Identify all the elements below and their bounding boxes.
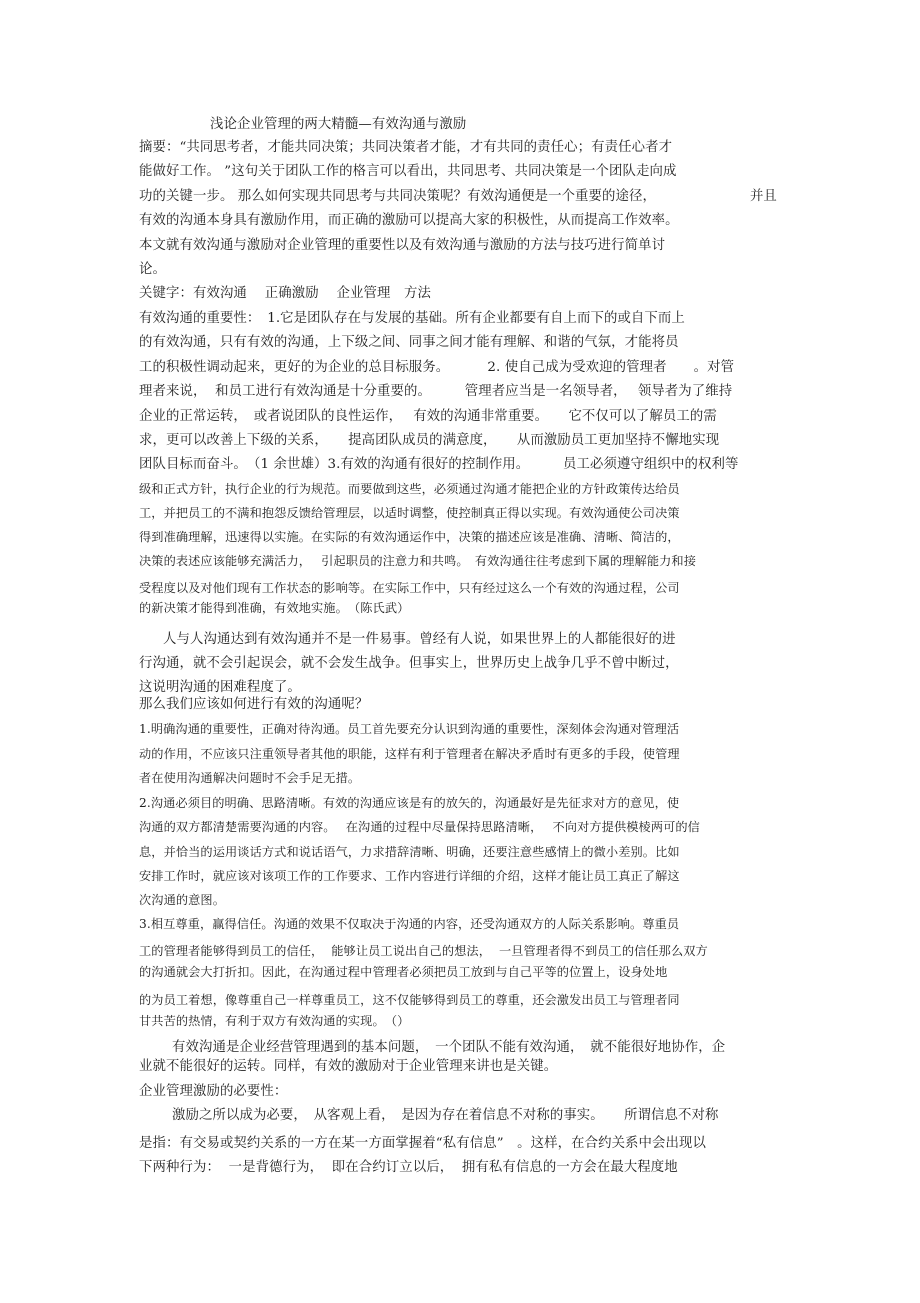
body-line: 决策的表述应该能够充满活力， 引起职员的注意力和共鸣。 有效沟通往往考虑到下属的理解能力和接 [139, 554, 696, 568]
body-line: 得到准确理解，迅速得以实施。在实际的有效沟通运作中，决策的描述应该是准确、清晰、简洁的， [139, 530, 680, 544]
body-line: 3.相互尊重，赢得信任。沟通的效果不仅取决于沟通的内容，还受沟通双方的人际关系影响。尊重员 [139, 917, 680, 931]
body-line: 团队目标而奋斗。 （1 余世雄）3.有效的沟通有很好的控制作用。 员工必须遵守组织中的权利等 [139, 457, 739, 472]
body-line: 激励之所以成为必要， 从客观上看， 是因为存在着信息不对称的事实。 所谓信息不对称 [172, 1108, 719, 1123]
body-line: 有效沟通是企业经营管理遇到的基本问题， 一个团队不能有效沟通， 就不能很好地协作，企 [172, 1040, 726, 1055]
body-line: 理者来说， 和员工进行有效沟通是十分重要的。 管理者应当是一名领导者， 领导者为了维持 [139, 384, 733, 399]
body-line: 级和正式方针，执行企业的行为规范。而要做到这些，必须通过沟通才能把企业的方针政策传达给员 [139, 482, 680, 496]
abstract-line: 能做好工作。 ”这句关于团队工作的格言可以看出，共同思考、共同决策是一个团队走向成 [139, 164, 677, 179]
body-line: 息，并恰当的运用谈话方式和说话语气，力求措辞清晰、明确，还要注意些感情上的微小差别。比如 [139, 845, 680, 859]
body-line: 工的积极性调动起来，更好的为企业的总目标服务。 2. 使自己成为受欢迎的管理者 。对管 [139, 360, 735, 375]
body-line: 求，更可以改善上下级的关系， 提高团队成员的满意度， 从而激励员工更加坚持不懈地实现 [139, 433, 720, 448]
body-line: 人与人沟通达到有效沟通并不是一件易事。曾经有人说，如果世界上的人都能很好的进 [163, 632, 676, 647]
body-line: 次沟通的意图。 [139, 893, 226, 907]
body-line: 安排工作时，就应该对该项工作的工作要求、工作内容进行详细的介绍，这样才能让员工真正了解这 [139, 869, 680, 883]
body-line: 沟通的双方都清楚需要沟通的内容。 在沟通的过程中尽量保持思路清晰， 不向对方提供模棱两可的信 [139, 820, 700, 834]
body-line: 工，并把员工的不满和抱怨反馈给管理层，以适时调整，使控制真正得以实现。有效沟通使公司决策 [139, 506, 680, 520]
body-line: 有效沟通的重要性： 1.它是团队存在与发展的基础。所有企业都要有自上而下的或自下而上 [139, 311, 685, 326]
body-line: 工的管理者能够得到员工的信任， 能够让员工说出自己的想法， 一旦管理者得不到员工的信任那么双方 [139, 944, 708, 958]
body-line: 受程度以及对他们现有工作状态的影响等。在实际工作中，只有经过这么一个有效的沟通过程，公司 [139, 581, 680, 595]
body-line: 这说明沟通的困难程度了。 [139, 680, 301, 695]
body-line: 企业的正常运转， 或者说团队的良性运作， 有效的沟通非常重要。 它不仅可以了解员工的需 [139, 409, 717, 424]
body-line: 甘共苦的热情，有利于双方有效沟通的实现。 （） [139, 1014, 410, 1028]
abstract-line: 本文就有效沟通与激励对企业管理的重要性以及有效沟通与激励的方法与技巧进行简单讨 [139, 238, 666, 253]
body-line: 动的作用，不应该只注重领导者其他的职能，这样有利于管理者在解决矛盾时有更多的手段，使管理 [139, 747, 680, 761]
abstract-line-end: 并且 [750, 189, 777, 204]
body-line: 1.明确沟通的重要性，正确对待沟通。员工首先要充分认识到沟通的重要性，深刻体会沟通对管理活 [139, 722, 680, 736]
abstract-line: 有效的沟通本身具有激励作用，而正确的激励可以提高大家的积极性，从而提高工作效率。 [139, 213, 679, 228]
body-line: 行沟通，就不会引起误会，就不会发生战争。但事实上，世界历史上战争几乎不曾中断过， [139, 656, 679, 671]
abstract-line: 摘要：“共同思考者，才能共同决策；共同决策者才能，才有共同的责任心；有责任心者才 [139, 140, 673, 155]
body-line: 下两种行为： 一是背德行为， 即在合约订立以后， 拥有私有信息的一方会在最大程度地 [139, 1160, 678, 1175]
body-line: 的有效沟通，只有有效的沟通，上下级之间、同事之间才能有理解、和谐的气氛，才能将员 [139, 335, 679, 350]
section-heading: 企业管理激励的必要性： [139, 1084, 288, 1099]
abstract-line: 论。 [139, 262, 166, 277]
section-heading: 那么我们应该如何进行有效的沟通呢？ [139, 697, 369, 712]
body-line: 的新决策才能得到准确，有效地实施。 （陈氏武） [139, 601, 410, 615]
body-line: 是指：有交易或契约关系的一方在某一方面掌握着“私有信息” 。这样，在合约关系中会出现以 [139, 1136, 707, 1151]
body-line: 者在使用沟通解决问题时不会手足无措。 [139, 771, 361, 785]
body-line: 业就不能很好的运转。同样，有效的激励对于企业管理来讲也是关键。 [139, 1059, 558, 1074]
body-line: 的沟通就会大打折扣。因此，在沟通过程中管理者必须把员工放到与自己平等的位置上，设身处地 [139, 965, 668, 979]
body-line: 2.沟通必须目的明确、思路清晰。有效的沟通应该是有的放矢的，沟通最好是先征求对方的意见，使 [139, 796, 680, 810]
keywords-line: 关键字：有效沟通 正确激励 企业管理 方法 [139, 286, 432, 301]
abstract-line: 功的关键一步。 那么如何实现共同思考与共同决策呢？有效沟通便是一个重要的途径， [139, 189, 656, 204]
document-title: 浅论企业管理的两大精髓—有效沟通与激励 [210, 117, 467, 132]
body-line: 的为员工着想，像尊重自己一样尊重员工，这不仅能够得到员工的尊重，还会激发出员工与管理者同 [139, 993, 680, 1007]
